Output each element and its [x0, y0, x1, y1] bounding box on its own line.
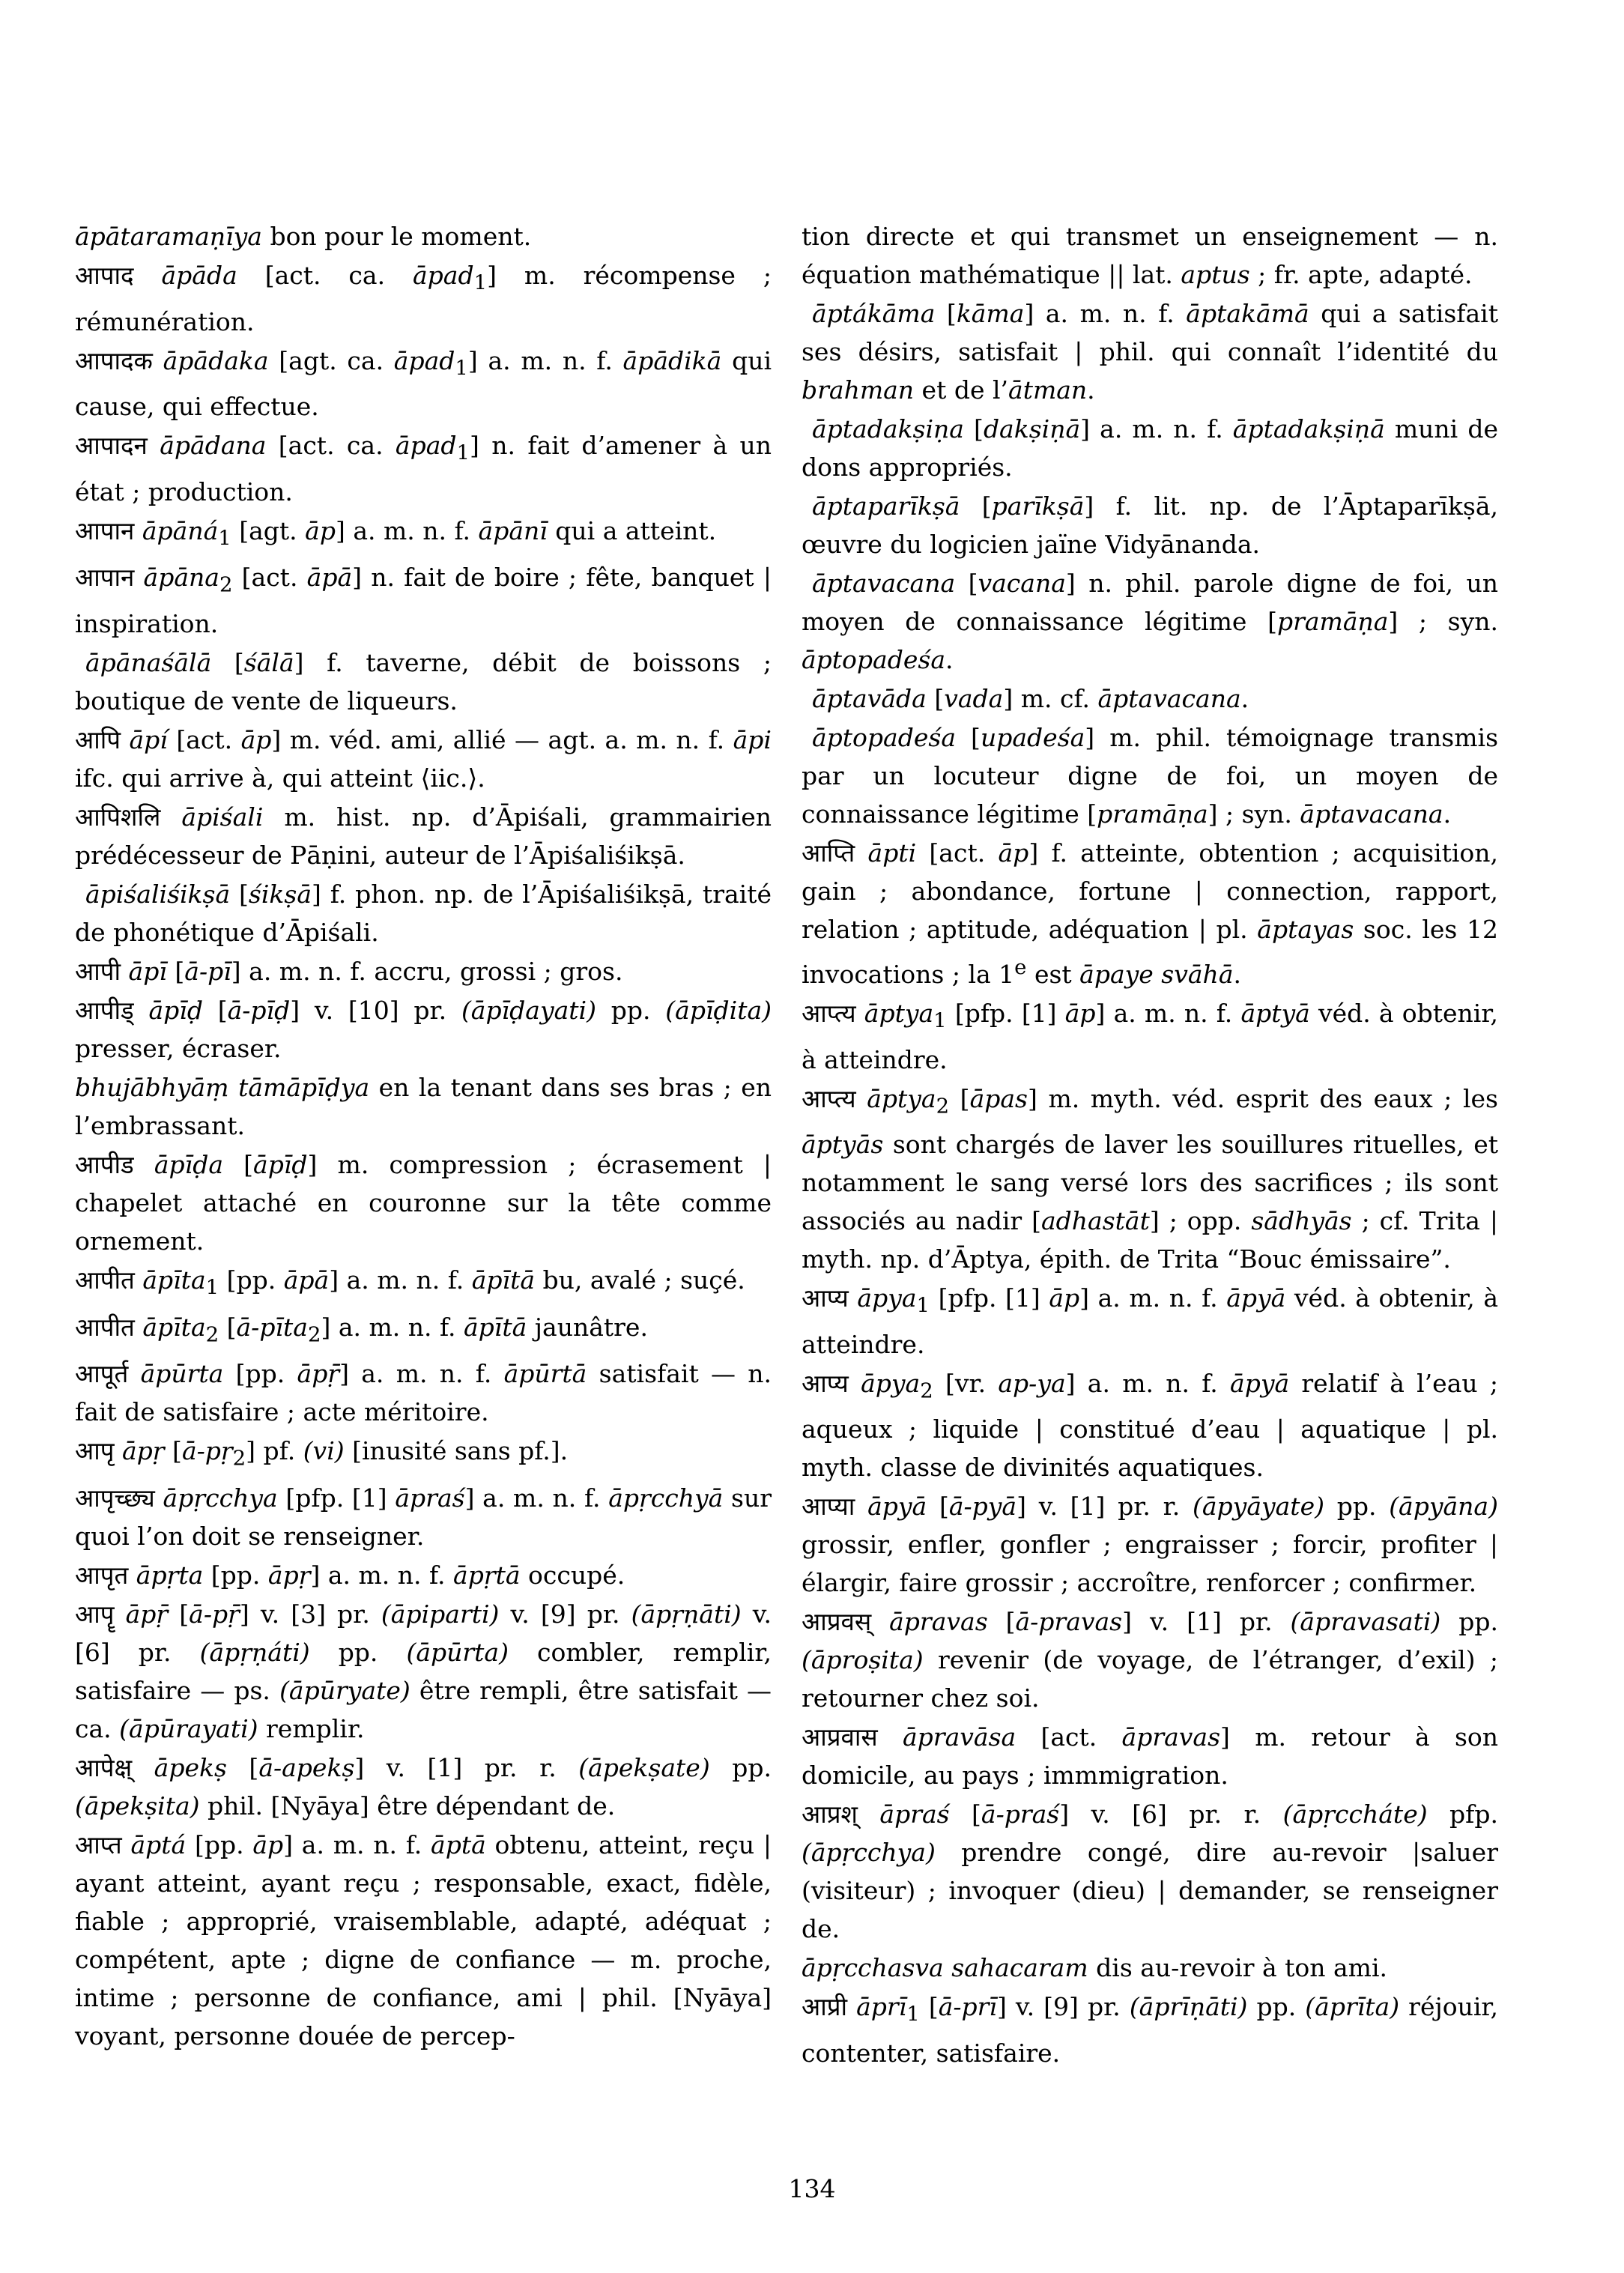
dictionary-entry: आप्त्य āptya$_2$ [āpas] m. myth. véd. esprit des eaux ; les āptyās sont chargés de laver les souillures rituelles, et notamment le sang versé lors des sacrifices ; ils sont associés au nadir [adhastāt] ; opp. sādhyās ; cf. Trita | myth. np. d’Āptya, épith. de Trita “Bouc émissaire”. [802, 1083, 1498, 1274]
dictionary-entry: आप्त āptá [pp. āp] a. m. n. f. āptā obtenu, atteint, reçu | ayant atteint, ayant reçu ; responsable, exact, fidèle, fiable ; approprié, vraisemblable, adapté, adéquat ; compétent, apte ; digne de confiance — m. proche, intime ; personne de confiance, ami | phil. [Nyāya] voyant, personne douée de percep- [75, 1829, 772, 2050]
dictionary-entry: āpṛcchasva sahacaram dis au-revoir à ton ami. [802, 1953, 1388, 1983]
dictionary-entry: आप्य āpya$_1$ [pfp. [1] āp] a. m. n. f. āpyā véd. à obtenir, à atteindre. [802, 1283, 1499, 1359]
dictionary-entry: आपेक्ष् āpekṣ [ā-apekṣ] v. [1] pr. r. (āpekṣate) pp. (āpekṣita) phil. [Nyāya] être dépendant de. [75, 1752, 772, 1820]
dictionary-entry: आप्रवस् āpravas [ā-pravas] v. [1] pr. (āpravasati) pp. (āproṣita) revenir (de voyage, de l’étranger, d’exil) ; retourner chez soi. [802, 1607, 1498, 1713]
dictionary-entry: आप्या āpyā [ā-pyā] v. [1] pr. r. (āpyāyate) pp. (āpyāna) grossir, enfler, gonfler ; engraisser ; forcir, profiter | élargir, faire grossir ; accroître, renforcer ; confirmer. [802, 1492, 1498, 1598]
dictionary-entry: आपीत āpīta$_1$ [pp. āpā] a. m. n. f. āpītā bu, avalé ; suçé. [75, 1265, 745, 1300]
dictionary-entry: āptaparīkṣā [parīkṣā] f. lit. np. de l’Āptaparīkṣā, œuvre du logicien jaïne Vidyānanda. [802, 491, 1498, 559]
dictionary-entry: आपीड् āpīḍ [ā-pīḍ] v. [10] pr. (āpīḍayati) pp. (āpīḍita) presser, écraser. [75, 995, 772, 1063]
dictionary-entry: āptopadeśa [upadeśa] m. phil. témoignage transmis par un locuteur digne de foi, un moyen de connaissance légitime [pramāṇa] ; syn. āptavacana. [802, 723, 1498, 829]
dictionary-entry: आप्ति āpti [act. āp] f. atteinte, obtention ; acquisition, gain ; abondance, fortune | connection, rapport, relation ; aptitude, adéquation | pl. āptayas soc. les 12 invocations ; la 1e est āpaye svāhā. [802, 838, 1498, 989]
dictionary-entry: आपीड āpīḍa [āpīḍ] m. compression ; écrasement | chapelet attaché en couronne sur la tête comme ornement. [75, 1149, 772, 1256]
dictionary-entry: आपूर्त āpūrta [pp. āpṝ] a. m. n. f. āpūrtā satisfait — n. fait de satisfaire ; acte méritoire. [75, 1359, 772, 1427]
dictionary-entry: āpānaśālā [śālā] f. taverne, débit de boissons ; boutique de vente de liqueurs. [75, 647, 772, 715]
dictionary-entry: आपादक āpādaka [agt. ca. āpad$_1$] a. m. n. f. āpādikā qui cause, qui effectue. [75, 345, 772, 422]
dictionary-entry: आप्री āprī$_1$ [ā-prī] v. [9] pr. (āprīṇāti) pp. (āprīta) réjouir, contenter, satisfaire. [802, 1992, 1499, 2068]
dictionary-entry: āptavacana [vacana] n. phil. parole digne de foi, un moyen de connaissance légitime [pramāṇa] ; syn. āptopadeśa. [802, 569, 1499, 674]
right-column [802, 217, 1498, 2073]
dictionary-entry: आपीत āpīta$_2$ [ā-pīta$_2$] a. m. n. f. āpītā jaunâtre. [75, 1312, 648, 1347]
dictionary-entry: आपान āpāna$_2$ [act. āpā] n. fait de boire ; fête, banquet | inspiration. [75, 563, 772, 638]
page-number: 134 [788, 2174, 836, 2203]
dictionary-entry: bhujābhyāṃ tāmāpīḍya en la tenant dans ses bras ; en l’embrassant. [75, 1072, 772, 1140]
dictionary-entry: आपृच्छ्य āpṛcchya [pfp. [1] āpraś] a. m. n. f. āpṛcchyā sur quoi l’on doit se renseigner. [75, 1483, 772, 1551]
dictionary-entry: आपि āpí [act. āp] m. véd. ami, allié — agt. a. m. n. f. āpi ifc. qui arrive à, qui atteint ⟨iic.⟩. [75, 724, 772, 793]
dictionary-entry: tion directe et qui transmet un enseignement — n. équation mathématique || lat. aptus ; fr. apte, adapté. [802, 222, 1498, 289]
dictionary-entry: आपृत āpṛta [pp. āpṛ] a. m. n. f. āpṛtā occupé. [75, 1560, 625, 1590]
dictionary-entry: आपिशलि āpiśali m. hist. np. d’Āpiśali, grammairien prédécesseur de Pāṇini, auteur de l’Āpiśaliśikṣā. [75, 802, 772, 870]
dictionary-entry: आप्रश् āpraś [ā-praś] v. [6] pr. r. (āpṛccháte) pfp. (āpṛcchya) prendre congé, dire au-revoir |saluer (visiteur) ; invoquer (dieu) | demander, se renseigner de. [802, 1800, 1498, 1944]
dictionary-entry: आप्त्य āptya$_1$ [pfp. [1] āp] a. m. n. f. āptyā véd. à obtenir, à atteindre. [802, 999, 1498, 1074]
dictionary-entry: आपी āpī [ā-pī] a. m. n. f. accru, grossi ; gros. [75, 956, 623, 986]
dictionary-entry: आपादन āpādana [act. ca. āpad$_1$] n. fait d’amener à un état ; production. [75, 431, 772, 506]
dictionary-entry: आपाद āpāda [act. ca. āpad$_1$] m. récompense ; rémunération. [75, 261, 772, 336]
dictionary-entry: āptavāda [vada] m. cf. āptavacana. [812, 684, 1249, 713]
dictionary-entry: आपॄ āpṝ [ā-pṝ] v. [3] pr. (āpiparti) v. [9] pr. (āpṛṇāti) v. [6] pr. (āpṛṇáti) pp. (āpūrta) combler, remplir, satisfaire — ps. (āpūryate) être rempli, être satisfait — ca. (āpūrayati) remplir. [75, 1599, 772, 1743]
dictionary-entry: आप्रवास āpravāsa [act. āpravas] m. retour à son domicile, au pays ; immmigration. [802, 1722, 1498, 1791]
dictionary-entry: āptákāma [kāma] a. m. n. f. āptakāmā qui a satisfait ses désirs, satisfait | phil. qui connaît l’identité du brahman et de l’ātman. [802, 299, 1498, 405]
dictionary-entry: आपान āpāná$_1$ [agt. āp] a. m. n. f. āpānī qui a atteint. [75, 515, 717, 551]
left-column [75, 217, 772, 2056]
dictionary-entry: आप्य āpya$_2$ [vr. ap-ya] a. m. n. f. āpyā relatif à l’eau ; aqueux ; liquide | constitué d’eau | aquatique | pl. myth. classe de divinités aquatiques. [802, 1368, 1499, 1483]
dictionary-entry: āptadakṣiṇa [dakṣiṇā] a. m. n. f. āptadakṣiṇā muni de dons appropriés. [802, 414, 1498, 482]
dictionary-entry: आपृ āpṛ [ā-pṛ$_2$] pf. (vi) [inusité sans pf.]. [75, 1436, 569, 1471]
dictionary-entry: āpiśaliśikṣā [śikṣā] f. phon. np. de l’Āpiśaliśikṣā, traité de phonétique d’Āpiśali. [75, 879, 772, 947]
dictionary-entry: āpātaramaṇīya bon pour le moment. [75, 222, 532, 251]
